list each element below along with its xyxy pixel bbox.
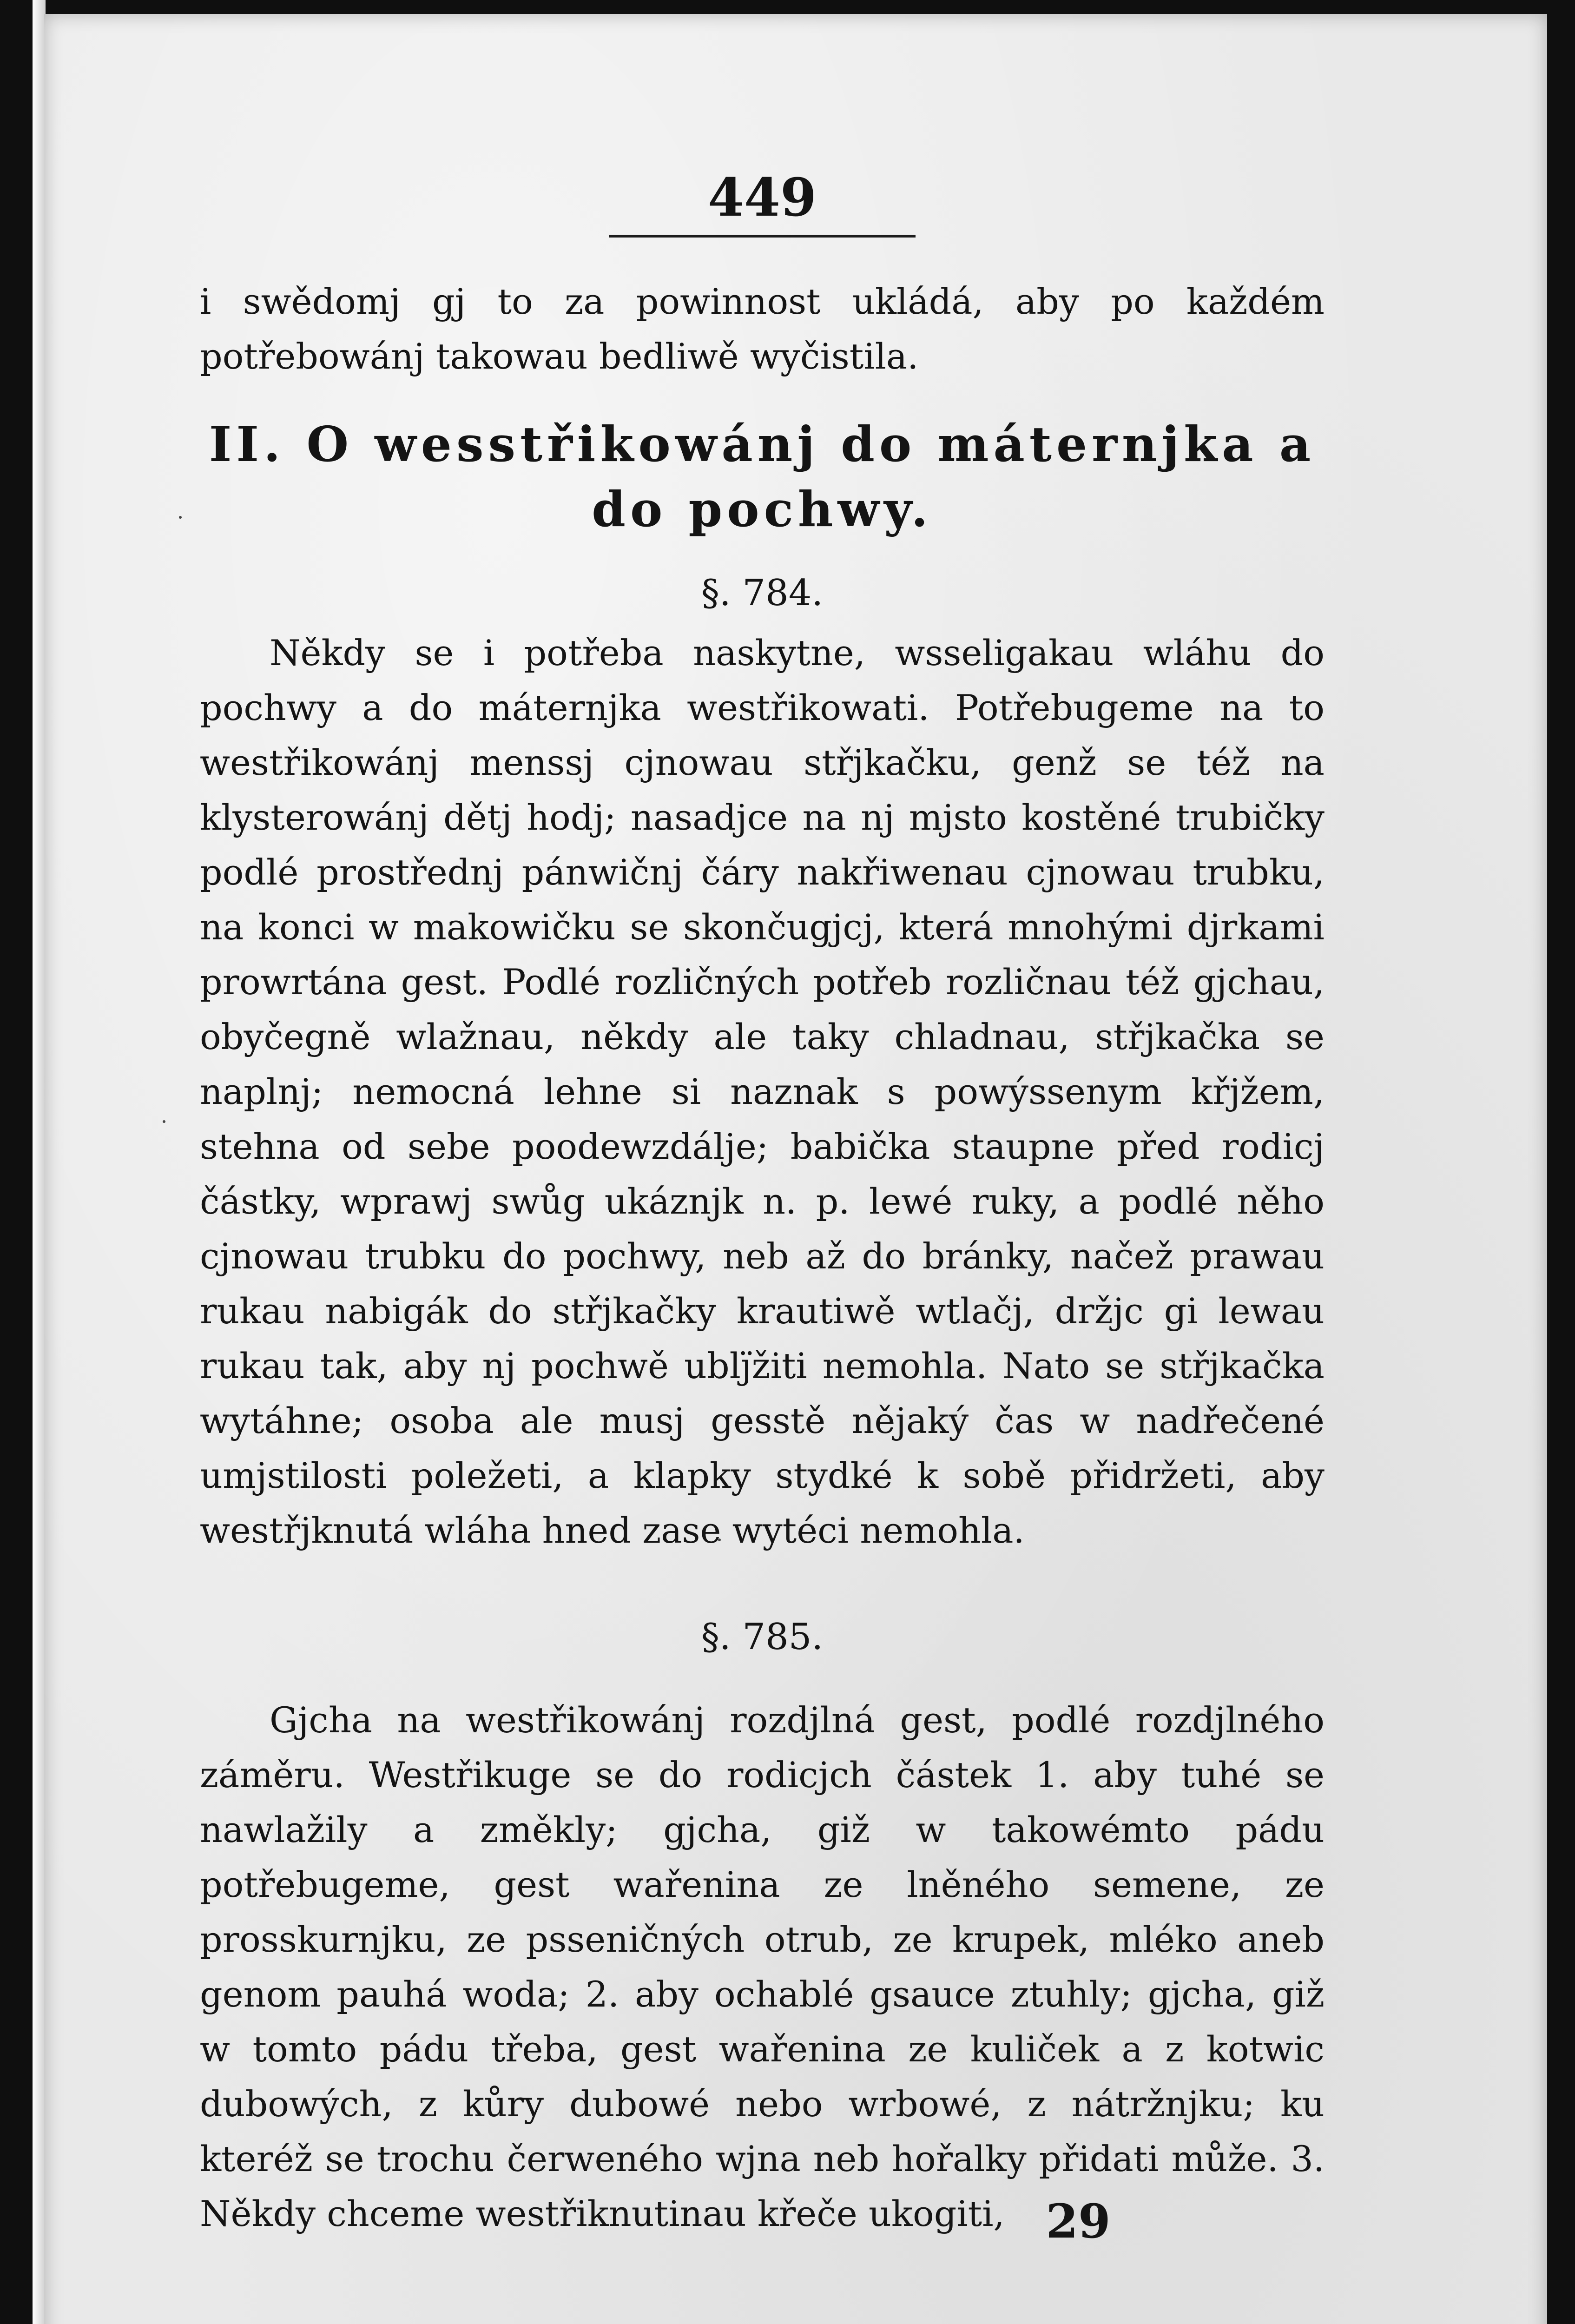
page-edge bbox=[33, 0, 46, 2324]
paragraph-intro: i swědomj gj to za powinnost ukládá, aby po každém potřebowánj takowau bedliwě wyčistila. bbox=[200, 281, 1325, 377]
page-number: 449 bbox=[708, 167, 817, 228]
section-number-785: §. 785. bbox=[701, 1616, 824, 1658]
paper-speck bbox=[163, 1120, 165, 1123]
header-rule bbox=[609, 235, 916, 238]
printer-signature: 29 bbox=[1046, 2194, 1111, 2249]
paragraph-785: Gjcha na westřikowánj rozdjlná gest, podlé rozdjlného záměru. Westřikuge se do rodicjch částek 1. aby tuhé se nawlažily a změkly; gjcha, giž w takowémto pádu potřebugeme, gest wařenina ze lněného semene, ze prosskurnjku, ze psseničných otrub, ze krupek, mléko aneb genom pauhá woda; 2. aby ochablé gsauce ztuhly; gjcha, giž w tomto pádu třeba, gest wařenina ze kuliček a z kotwic dubowých, z kůry dubowé nebo wrbowé, z nátržnjku; ku kteréž se trochu čerweného wjna neb hořalky přidati může. 3. Někdy chceme westřiknutinau křeče ukogiti, bbox=[200, 1699, 1325, 2234]
paragraph-784: Někdy se i potřeba naskytne, wsseligakau wláhu do pochwy a do máternjka westřikowati. Potřebugeme na to westřikowánj menssj cjnowau střjkačku, genž se též na klysterowánj dětj hodj; nasadjce na nj mjsto kostěné trubičky podlé prostřednj pánwičnj čáry nakřiwenau cjnowau trubku, na konci w makowičku se skončugjcj, která mnohými djrkami prowrtána gest. Podlé rozličných potřeb rozličnau též gjchau, obyčegně wlažnau, někdy ale taky chladnau, střjkačka se naplnj; nemocná lehne si naznak s powýssenym křjžem, stehna od sebe poodewzdálje; babička staupne před rodicj částky, wprawj swůg ukáznjk n. p. lewé ruky, a podlé něho cjnowau trubku do pochwy, neb až do bránky, načež prawau rukau nabigák do střjkačky krautiwě wtlačj, držjc gi lewau rukau tak, aby nj pochwě ublj̈žiti nemohla. Nato se střjkačka wytáhne; osoba ale musj gesstě nějaký čas w nadřečené umjstilosti poležeti, a klapky stydké k sobě přidržeti, aby westřjknutá wláha hned zase wytéci nemohla. bbox=[200, 632, 1325, 1551]
section-number-784: §. 784. bbox=[701, 572, 824, 614]
chapter-heading: II. O wesstřikowánj do máternjka a do pochwy. bbox=[209, 416, 1316, 538]
paper-speck bbox=[179, 516, 182, 519]
text-body bbox=[200, 274, 1325, 2241]
